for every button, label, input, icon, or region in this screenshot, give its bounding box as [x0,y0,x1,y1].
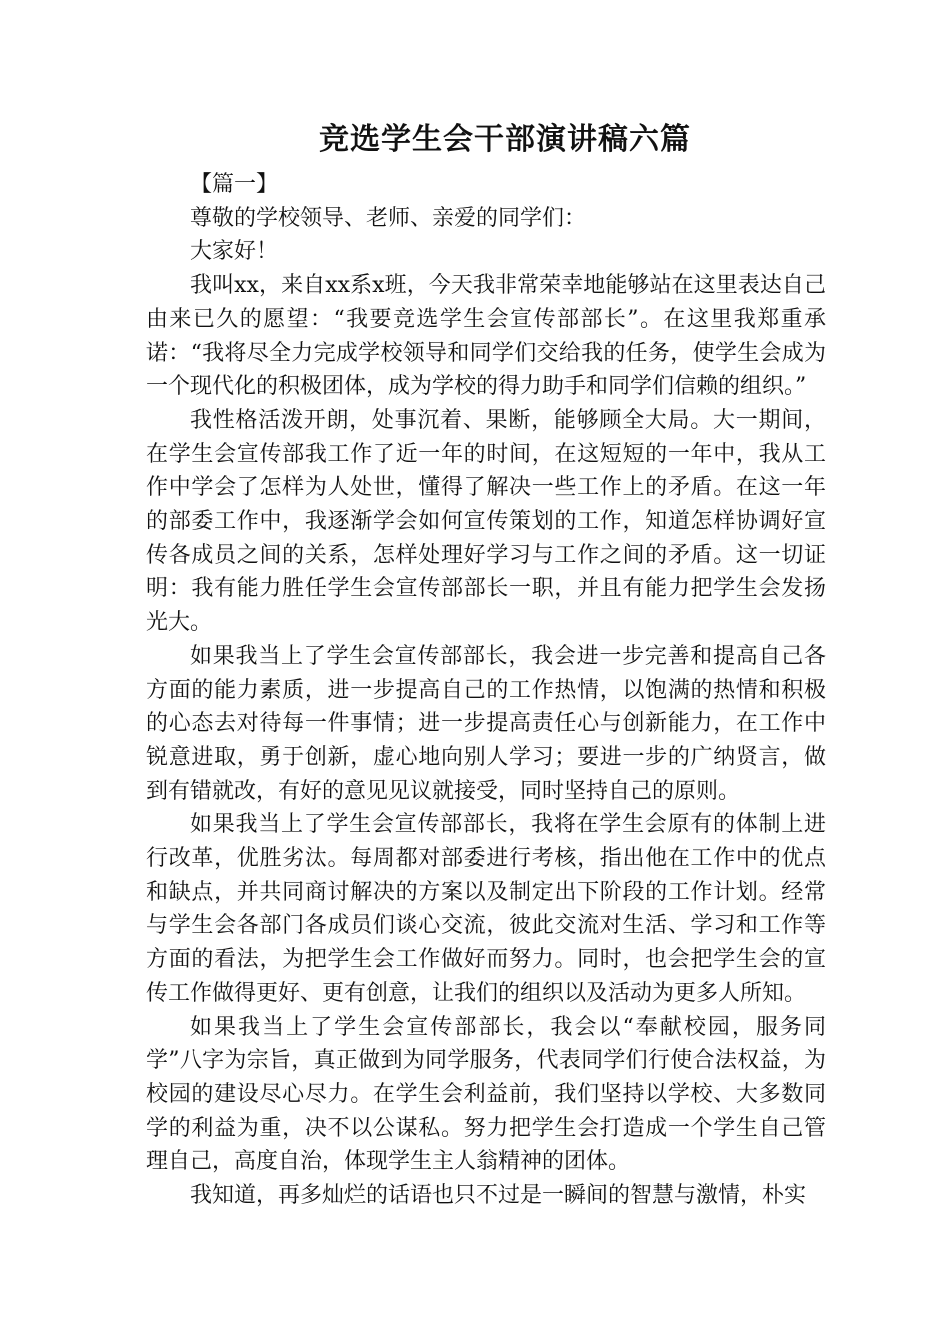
paragraph: 如果我当上了学生会宣传部部长，我会进一步完善和提高自己各方面的能力素质，进一步提高自己的工作热情，以饱满的热情和积极的心态去对待每一件事情；进一步提高责任心与创新能力，在工作中锐意进取，勇于创新，虚心地向别人学习；要进一步的广纳贤言，做到有错就改，有好的意见见议就接受，同时坚持自己的原则。 [146,643,826,804]
paragraph: 如果我当上了学生会宣传部部长，我会以“奉献校园，服务同学”八字为宗旨，真正做到为同学服务，代表同学们行使合法权益，为校园的建设尽心尽力。在学生会利益前，我们坚持以学校、大多数同学的利益为重，决不以公谋私。努力把学生会打造成一个学生自己管理自己，高度自治，体现学生主人翁精神的团体。 [146,1014,826,1175]
document-title: 竞选学生会干部演讲稿六篇 [319,122,691,157]
paragraph: 我知道，再多灿烂的话语也只不过是一瞬间的智慧与激情，朴实 [190,1183,807,1209]
section-heading: 【篇一】 [190,172,279,197]
paragraph: 我叫xx，来自xx系x班，今天我非常荣幸地能够站在这里表达自己由来已久的愿望：“我要竞选学生会宣传部部长”。在这里我郑重承诺：“我将尽全力完成学校领导和同学们交给我的任务，使学生会成为一个现代化的积极团体，成为学校的得力助手和同学们信赖的组织。” [146,273,826,400]
document-body [146,168,826,1213]
salutation: 尊敬的学校领导、老师、亲爱的同学们： [190,205,587,231]
paragraph: 我性格活泼开朗，处事沉着、果断，能够顾全大局。大一期间，在学生会宣传部我工作了近一年的时间，在这短短的一年中，我从工作中学会了怎样为人处世，懂得了解决一些工作上的矛盾。在这一年的部委工作中，我逐渐学会如何宣传策划的工作，知道怎样协调好宣传各成员之间的关系，怎样处理好学习与工作之间的矛盾。这一切证明：我有能力胜任学生会宣传部部长一职，并且有能力把学生会发扬光大。 [146,407,826,636]
paragraph: 如果我当上了学生会宣传部部长，我将在学生会原有的体制上进行改革，优胜劣汰。每周都对部委进行考核，指出他在工作中的优点和缺点，并共同商讨解决的方案以及制定出下阶段的工作计划。经常与学生会各部门各成员们谈心交流，彼此交流对生活、学习和工作等方面的看法，为把学生会工作做好而努力。同时，也会把学生会的宣传工作做得更好、更有创意，让我们的组织以及活动为更多人所知。 [146,812,826,1006]
greeting: 大家好！ [190,239,279,265]
